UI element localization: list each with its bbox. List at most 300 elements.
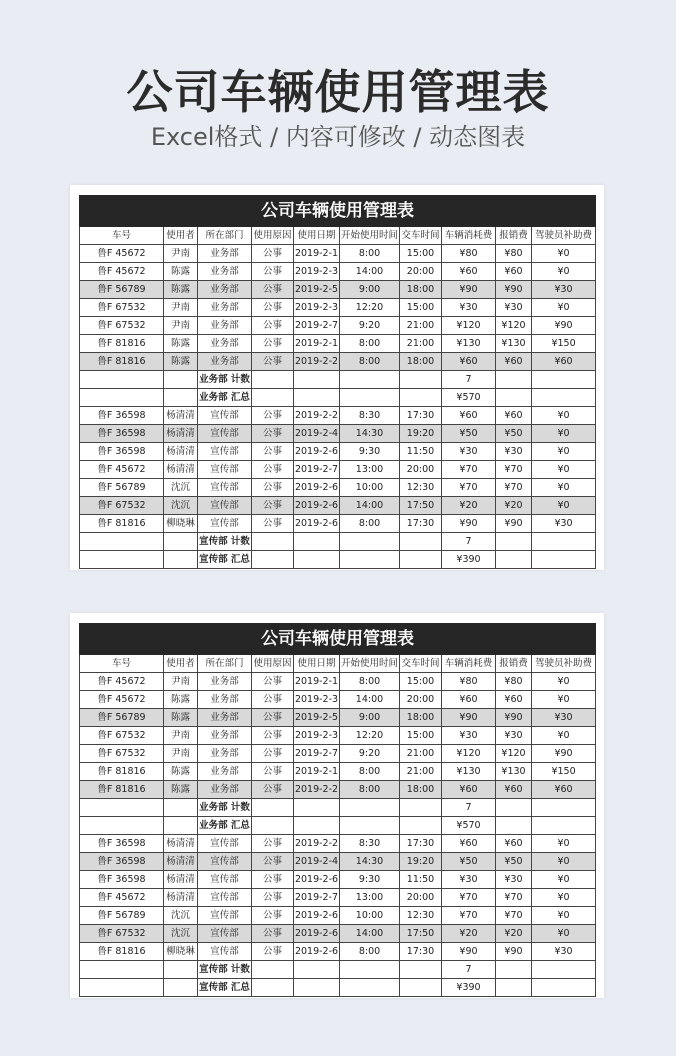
- empty-cell: [532, 371, 596, 389]
- cell-start: 14:30: [340, 853, 400, 871]
- table-header-row: [80, 227, 596, 245]
- cell-cost: ¥60: [442, 781, 496, 799]
- cell-end: 18:00: [400, 353, 442, 371]
- cell-date: 2019-2-2: [294, 353, 340, 371]
- cell-date: 2019-2-7: [294, 745, 340, 763]
- column-header: 车辆消耗费: [442, 227, 496, 245]
- empty-cell: [340, 799, 400, 817]
- cell-reimb: ¥30: [496, 443, 532, 461]
- column-header: 交车时间: [400, 227, 442, 245]
- cell-dept: 业务部: [198, 727, 252, 745]
- cell-end: 21:00: [400, 335, 442, 353]
- empty-cell: [164, 817, 198, 835]
- cell-reimb: ¥120: [496, 745, 532, 763]
- cell-plate: 鲁F 81816: [80, 763, 164, 781]
- cell-user: 陈露: [164, 281, 198, 299]
- cell-user: 陈露: [164, 263, 198, 281]
- cell-plate: 鲁F 56789: [80, 709, 164, 727]
- cell-reimb: ¥20: [496, 925, 532, 943]
- cell-dept: 业务部: [198, 317, 252, 335]
- cell-reimb: ¥90: [496, 515, 532, 533]
- cell-start: 14:00: [340, 691, 400, 709]
- cell-date: 2019-2-6: [294, 943, 340, 961]
- empty-cell: [496, 551, 532, 569]
- cell-end: 18:00: [400, 781, 442, 799]
- summary-label: 业务部 计数: [198, 799, 252, 817]
- cell-dept: 业务部: [198, 299, 252, 317]
- cell-allow: ¥30: [532, 281, 596, 299]
- cell-start: 13:00: [340, 889, 400, 907]
- cell-cost: ¥70: [442, 907, 496, 925]
- empty-cell: [496, 979, 532, 997]
- cell-cost: ¥20: [442, 925, 496, 943]
- cell-start: 9:00: [340, 709, 400, 727]
- cell-plate: 鲁F 67532: [80, 745, 164, 763]
- summary-label: 宣传部 计数: [198, 961, 252, 979]
- cell-reason: 公事: [252, 763, 294, 781]
- cell-user: 陈露: [164, 781, 198, 799]
- cell-start: 14:30: [340, 425, 400, 443]
- empty-cell: [294, 371, 340, 389]
- cell-dept: 业务部: [198, 281, 252, 299]
- cell-plate: 鲁F 56789: [80, 479, 164, 497]
- cell-plate: 鲁F 45672: [80, 691, 164, 709]
- cell-date: 2019-2-1: [294, 763, 340, 781]
- cell-dept: 业务部: [198, 763, 252, 781]
- cell-end: 15:00: [400, 245, 442, 263]
- cell-reimb: ¥50: [496, 425, 532, 443]
- sheet-preview-1: [70, 185, 604, 570]
- cell-end: 17:50: [400, 925, 442, 943]
- empty-cell: [532, 533, 596, 551]
- empty-cell: [164, 979, 198, 997]
- group-count-row: [80, 533, 596, 551]
- cell-cost: ¥20: [442, 497, 496, 515]
- cell-allow: ¥0: [532, 925, 596, 943]
- column-header: 使用原因: [252, 655, 294, 673]
- table-title: 公司车辆使用管理表: [80, 196, 596, 227]
- cell-start: 8:30: [340, 407, 400, 425]
- cell-cost: ¥80: [442, 245, 496, 263]
- cell-allow: ¥0: [532, 835, 596, 853]
- cell-end: 17:30: [400, 515, 442, 533]
- empty-cell: [80, 533, 164, 551]
- cell-start: 8:30: [340, 835, 400, 853]
- summary-value: 7: [442, 799, 496, 817]
- cell-cost: ¥30: [442, 871, 496, 889]
- cell-reason: 公事: [252, 281, 294, 299]
- cell-start: 9:00: [340, 281, 400, 299]
- cell-reimb: ¥70: [496, 907, 532, 925]
- cell-end: 18:00: [400, 281, 442, 299]
- cell-user: 陈露: [164, 353, 198, 371]
- table-row: [80, 907, 596, 925]
- cell-plate: 鲁F 36598: [80, 835, 164, 853]
- cell-reimb: ¥130: [496, 763, 532, 781]
- cell-plate: 鲁F 81816: [80, 515, 164, 533]
- cell-end: 21:00: [400, 745, 442, 763]
- cell-start: 13:00: [340, 461, 400, 479]
- cell-date: 2019-2-7: [294, 889, 340, 907]
- cell-allow: ¥0: [532, 443, 596, 461]
- empty-cell: [532, 551, 596, 569]
- empty-cell: [400, 533, 442, 551]
- cell-allow: ¥0: [532, 299, 596, 317]
- cell-plate: 鲁F 36598: [80, 443, 164, 461]
- cell-cost: ¥130: [442, 335, 496, 353]
- column-header: 所在部门: [198, 655, 252, 673]
- cell-end: 12:30: [400, 479, 442, 497]
- cell-reason: 公事: [252, 245, 294, 263]
- cell-user: 尹南: [164, 745, 198, 763]
- cell-reason: 公事: [252, 263, 294, 281]
- cell-reason: 公事: [252, 871, 294, 889]
- cell-user: 尹南: [164, 673, 198, 691]
- table-row: [80, 853, 596, 871]
- cell-reason: 公事: [252, 479, 294, 497]
- table-row: [80, 709, 596, 727]
- cell-start: 14:00: [340, 497, 400, 515]
- cell-user: 尹南: [164, 317, 198, 335]
- empty-cell: [532, 817, 596, 835]
- group-sum-row: [80, 979, 596, 997]
- cell-user: 杨清清: [164, 889, 198, 907]
- table-title: 公司车辆使用管理表: [80, 624, 596, 655]
- cell-date: 2019-2-2: [294, 781, 340, 799]
- cell-user: 沈沉: [164, 479, 198, 497]
- summary-label: 业务部 汇总: [198, 817, 252, 835]
- cell-allow: ¥0: [532, 691, 596, 709]
- cell-reimb: ¥50: [496, 853, 532, 871]
- cell-date: 2019-2-6: [294, 871, 340, 889]
- table-row: [80, 407, 596, 425]
- cell-plate: 鲁F 81816: [80, 335, 164, 353]
- cell-reimb: ¥60: [496, 407, 532, 425]
- empty-cell: [252, 961, 294, 979]
- cell-reason: 公事: [252, 673, 294, 691]
- cell-dept: 业务部: [198, 245, 252, 263]
- cell-end: 21:00: [400, 317, 442, 335]
- cell-reimb: ¥60: [496, 691, 532, 709]
- empty-cell: [294, 979, 340, 997]
- table-row: [80, 461, 596, 479]
- cell-reimb: ¥30: [496, 299, 532, 317]
- cell-start: 9:20: [340, 317, 400, 335]
- summary-value: 7: [442, 371, 496, 389]
- cell-start: 14:00: [340, 263, 400, 281]
- empty-cell: [340, 371, 400, 389]
- cell-start: 14:00: [340, 925, 400, 943]
- cell-user: 尹南: [164, 727, 198, 745]
- table-row: [80, 443, 596, 461]
- cell-reason: 公事: [252, 835, 294, 853]
- empty-cell: [164, 961, 198, 979]
- summary-value: ¥390: [442, 551, 496, 569]
- empty-cell: [496, 961, 532, 979]
- table-row: [80, 335, 596, 353]
- cell-end: 20:00: [400, 461, 442, 479]
- empty-cell: [340, 533, 400, 551]
- empty-cell: [294, 551, 340, 569]
- cell-cost: ¥50: [442, 853, 496, 871]
- cell-date: 2019-2-4: [294, 425, 340, 443]
- cell-reason: 公事: [252, 925, 294, 943]
- cell-reason: 公事: [252, 853, 294, 871]
- empty-cell: [340, 389, 400, 407]
- cell-end: 21:00: [400, 763, 442, 781]
- column-header: 交车时间: [400, 655, 442, 673]
- cell-start: 8:00: [340, 943, 400, 961]
- empty-cell: [532, 799, 596, 817]
- table-row: [80, 745, 596, 763]
- cell-reimb: ¥30: [496, 871, 532, 889]
- cell-cost: ¥50: [442, 425, 496, 443]
- cell-date: 2019-2-3: [294, 691, 340, 709]
- cell-user: 杨清清: [164, 871, 198, 889]
- column-header: 开始使用时间: [340, 655, 400, 673]
- group-count-row: [80, 371, 596, 389]
- cell-allow: ¥0: [532, 673, 596, 691]
- cell-allow: ¥0: [532, 497, 596, 515]
- cell-user: 尹南: [164, 299, 198, 317]
- table-row: [80, 943, 596, 961]
- cell-plate: 鲁F 45672: [80, 889, 164, 907]
- empty-cell: [496, 371, 532, 389]
- cell-date: 2019-2-6: [294, 479, 340, 497]
- empty-cell: [294, 533, 340, 551]
- cell-end: 20:00: [400, 263, 442, 281]
- empty-cell: [496, 799, 532, 817]
- cell-user: 陈露: [164, 335, 198, 353]
- cell-dept: 宣传部: [198, 425, 252, 443]
- empty-cell: [80, 979, 164, 997]
- cell-allow: ¥30: [532, 515, 596, 533]
- group-count-row: [80, 961, 596, 979]
- cell-date: 2019-2-5: [294, 281, 340, 299]
- cell-plate: 鲁F 56789: [80, 907, 164, 925]
- empty-cell: [252, 979, 294, 997]
- cell-cost: ¥120: [442, 317, 496, 335]
- column-header: 使用者: [164, 655, 198, 673]
- summary-label: 宣传部 计数: [198, 533, 252, 551]
- vehicle-table: [79, 623, 596, 997]
- empty-cell: [80, 961, 164, 979]
- group-count-row: [80, 799, 596, 817]
- group-sum-row: [80, 551, 596, 569]
- summary-value: 7: [442, 961, 496, 979]
- empty-cell: [80, 389, 164, 407]
- table-row: [80, 281, 596, 299]
- cell-user: 陈露: [164, 763, 198, 781]
- empty-cell: [496, 389, 532, 407]
- cell-end: 17:30: [400, 835, 442, 853]
- cell-cost: ¥60: [442, 263, 496, 281]
- empty-cell: [340, 979, 400, 997]
- cell-allow: ¥60: [532, 781, 596, 799]
- empty-cell: [294, 799, 340, 817]
- table-row: [80, 781, 596, 799]
- cell-reimb: ¥60: [496, 353, 532, 371]
- cell-reimb: ¥90: [496, 943, 532, 961]
- cell-cost: ¥120: [442, 745, 496, 763]
- cell-plate: 鲁F 45672: [80, 263, 164, 281]
- cell-dept: 宣传部: [198, 443, 252, 461]
- table-row: [80, 497, 596, 515]
- cell-user: 尹南: [164, 245, 198, 263]
- cell-allow: ¥90: [532, 745, 596, 763]
- page-subtitle: Excel格式 / 内容可修改 / 动态图表: [150, 123, 526, 151]
- column-header: 驾驶员补助费: [532, 227, 596, 245]
- cell-reason: 公事: [252, 299, 294, 317]
- empty-cell: [252, 551, 294, 569]
- empty-cell: [252, 389, 294, 407]
- cell-date: 2019-2-6: [294, 925, 340, 943]
- cell-end: 12:30: [400, 907, 442, 925]
- cell-plate: 鲁F 67532: [80, 727, 164, 745]
- cell-user: 杨清清: [164, 835, 198, 853]
- table-row: [80, 425, 596, 443]
- cell-cost: ¥30: [442, 443, 496, 461]
- cell-user: 杨清清: [164, 407, 198, 425]
- empty-cell: [340, 961, 400, 979]
- empty-cell: [252, 533, 294, 551]
- cell-dept: 宣传部: [198, 853, 252, 871]
- cell-reason: 公事: [252, 889, 294, 907]
- cell-plate: 鲁F 36598: [80, 407, 164, 425]
- cell-reimb: ¥120: [496, 317, 532, 335]
- cell-start: 8:00: [340, 673, 400, 691]
- cell-allow: ¥0: [532, 853, 596, 871]
- cell-cost: ¥90: [442, 943, 496, 961]
- cell-cost: ¥70: [442, 889, 496, 907]
- column-header: 车号: [80, 227, 164, 245]
- cell-end: 15:00: [400, 299, 442, 317]
- cell-reimb: ¥80: [496, 673, 532, 691]
- cell-dept: 业务部: [198, 781, 252, 799]
- cell-date: 2019-2-6: [294, 497, 340, 515]
- cell-reimb: ¥60: [496, 835, 532, 853]
- cell-date: 2019-2-1: [294, 335, 340, 353]
- summary-value: ¥570: [442, 817, 496, 835]
- cell-plate: 鲁F 81816: [80, 943, 164, 961]
- cell-date: 2019-2-3: [294, 727, 340, 745]
- table-row: [80, 835, 596, 853]
- cell-reason: 公事: [252, 317, 294, 335]
- cell-cost: ¥90: [442, 281, 496, 299]
- table-row: [80, 299, 596, 317]
- cell-end: 19:20: [400, 425, 442, 443]
- empty-cell: [400, 389, 442, 407]
- cell-dept: 宣传部: [198, 925, 252, 943]
- cell-reason: 公事: [252, 407, 294, 425]
- cell-dept: 业务部: [198, 673, 252, 691]
- cell-allow: ¥0: [532, 889, 596, 907]
- cell-user: 沈沉: [164, 907, 198, 925]
- cell-dept: 宣传部: [198, 407, 252, 425]
- empty-cell: [400, 799, 442, 817]
- cell-reimb: ¥90: [496, 281, 532, 299]
- cell-dept: 宣传部: [198, 907, 252, 925]
- summary-label: 业务部 计数: [198, 371, 252, 389]
- cell-dept: 宣传部: [198, 515, 252, 533]
- cell-reason: 公事: [252, 335, 294, 353]
- table-row: [80, 763, 596, 781]
- cell-date: 2019-2-1: [294, 245, 340, 263]
- cell-allow: ¥150: [532, 335, 596, 353]
- empty-cell: [80, 799, 164, 817]
- table-title-row: [80, 624, 596, 655]
- cell-plate: 鲁F 67532: [80, 925, 164, 943]
- cell-reason: 公事: [252, 727, 294, 745]
- cell-date: 2019-2-7: [294, 461, 340, 479]
- cell-end: 17:30: [400, 943, 442, 961]
- cell-user: 杨清清: [164, 443, 198, 461]
- cell-reason: 公事: [252, 425, 294, 443]
- cell-reimb: ¥30: [496, 727, 532, 745]
- empty-cell: [252, 817, 294, 835]
- cell-cost: ¥30: [442, 299, 496, 317]
- column-header: 开始使用时间: [340, 227, 400, 245]
- summary-label: 宣传部 汇总: [198, 979, 252, 997]
- empty-cell: [400, 961, 442, 979]
- cell-start: 9:20: [340, 745, 400, 763]
- empty-cell: [340, 817, 400, 835]
- cell-allow: ¥0: [532, 245, 596, 263]
- cell-allow: ¥0: [532, 461, 596, 479]
- cell-dept: 业务部: [198, 709, 252, 727]
- cell-end: 15:00: [400, 673, 442, 691]
- cell-user: 陈露: [164, 709, 198, 727]
- empty-cell: [252, 799, 294, 817]
- cell-dept: 宣传部: [198, 871, 252, 889]
- table-row: [80, 245, 596, 263]
- cell-cost: ¥60: [442, 835, 496, 853]
- cell-start: 12:20: [340, 727, 400, 745]
- column-header: 车辆消耗费: [442, 655, 496, 673]
- cell-reason: 公事: [252, 515, 294, 533]
- cell-reason: 公事: [252, 745, 294, 763]
- cell-date: 2019-2-6: [294, 443, 340, 461]
- table-row: [80, 353, 596, 371]
- cell-user: 沈沉: [164, 497, 198, 515]
- empty-cell: [400, 979, 442, 997]
- cell-end: 17:50: [400, 497, 442, 515]
- cell-cost: ¥60: [442, 407, 496, 425]
- sheet-preview-2: [70, 613, 604, 998]
- cell-date: 2019-2-3: [294, 299, 340, 317]
- cell-end: 11:50: [400, 871, 442, 889]
- table-row: [80, 691, 596, 709]
- empty-cell: [496, 817, 532, 835]
- cell-plate: 鲁F 81816: [80, 353, 164, 371]
- table-row: [80, 317, 596, 335]
- empty-cell: [294, 389, 340, 407]
- empty-cell: [164, 799, 198, 817]
- cell-allow: ¥90: [532, 317, 596, 335]
- cell-user: 陈露: [164, 691, 198, 709]
- cell-dept: 宣传部: [198, 461, 252, 479]
- empty-cell: [496, 533, 532, 551]
- table-row: [80, 479, 596, 497]
- cell-end: 17:30: [400, 407, 442, 425]
- cell-reason: 公事: [252, 461, 294, 479]
- cell-user: 杨清清: [164, 853, 198, 871]
- cell-date: 2019-2-6: [294, 907, 340, 925]
- cell-allow: ¥0: [532, 407, 596, 425]
- cell-cost: ¥70: [442, 461, 496, 479]
- cell-start: 9:30: [340, 871, 400, 889]
- cell-start: 8:00: [340, 335, 400, 353]
